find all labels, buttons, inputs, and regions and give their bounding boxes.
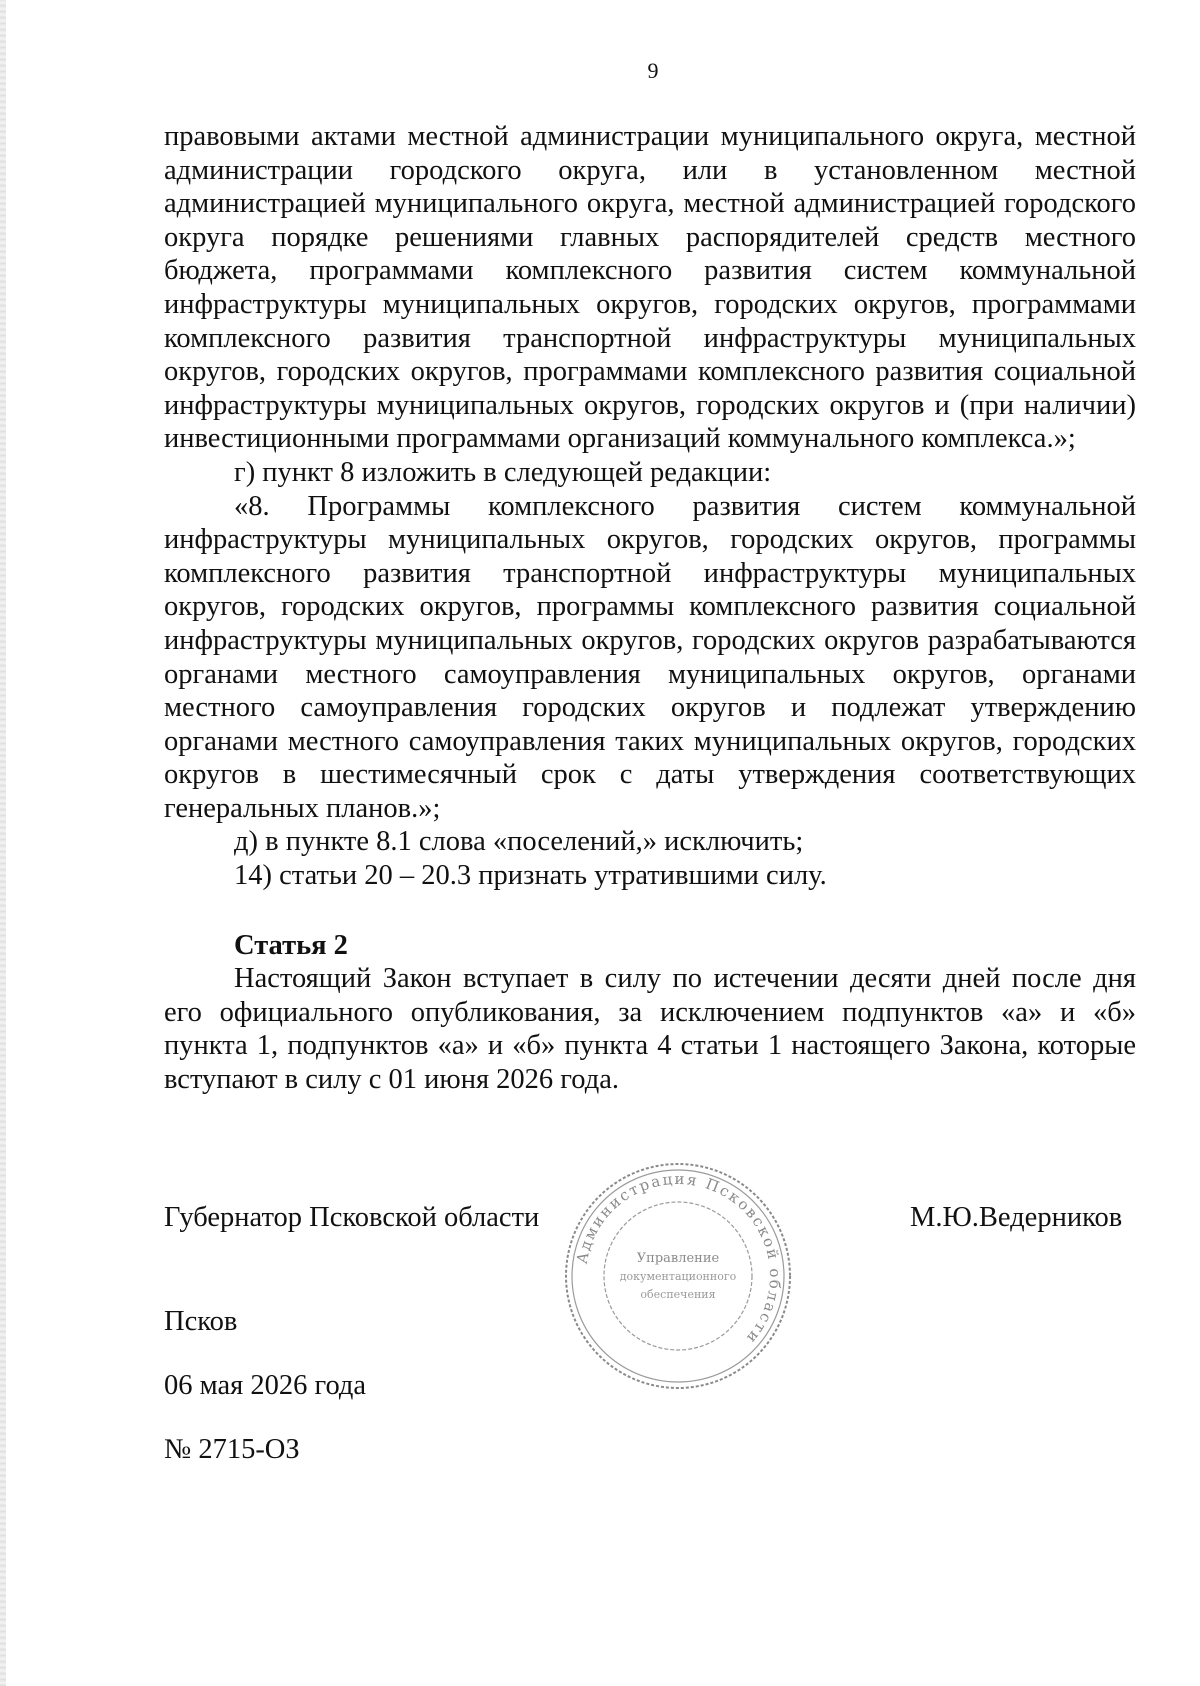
signing-city: Псков — [164, 1306, 238, 1337]
seal-inner-line-1: Управление — [636, 1251, 720, 1266]
paragraph-item-g: г) пункт 8 изложить в следующей редакции: — [234, 456, 772, 488]
signer-position: Губернатор Псковской области — [164, 1202, 540, 1233]
official-seal-stamp — [560, 1158, 796, 1394]
article-title: Статья 2 — [234, 929, 348, 961]
paragraph-item-d: д) в пункте 8.1 слова «поселений,» исключить; — [234, 826, 804, 858]
seal-outer-text: Администрация Псковской области — [572, 1169, 785, 1349]
seal-inner-line-2: документационного — [619, 1270, 737, 1283]
signing-date: 06 мая 2026 года — [164, 1370, 367, 1401]
page-number: 9 — [647, 58, 659, 83]
signer-name: М.Ю.Ведерников — [910, 1202, 1123, 1233]
paragraph-point-8: «8. Программы комплексного развития систем коммунальной инфраструктуры муниципальных округов, городских округов, программы комплексного развития транспортной инфраструктуры муниципальных округов, городских округов, программы комплексного развития социальной инфраструктуры муниципальных округов, городских округов разрабатываются органами местного самоуправления муниципальных округов, органами местного самоуправления городских округов и подлежат утверждению органами местного самоуправления таких муниципальных округов, городских округов в шестимесячный срок с даты утверждения соответствующих генеральных планов.»; — [164, 490, 1136, 824]
paragraph-continuation: правовыми актами местной администрации муниципального округа, местной администрации городского округа, или в установленном местной администрацией муниципального округа, местной администрацией городского округа порядке решениями главных распорядителей средств местного бюджета, программами комплексного развития систем коммунальной инфраструктуры муниципальных округов, городских округов, программами комплексного развития транспортной инфраструктуры муниципальных округов, городских округов, программами комплексного развития социальной инфраструктуры муниципальных округов, городских округов и (при наличии) инвестиционными программами организаций коммунального комплекса.»; — [164, 121, 1136, 455]
article-text: Настоящий Закон вступает в силу по истечении десяти дней после дня его официального опубликования, за исключением подпунктов «а» и «б» пункта 1, подпунктов «а» и «б» пункта 4 статьи 1 настоящего Закона, которые вступают в силу с 01 июня 2026 года. — [164, 963, 1136, 1096]
paragraph-item-14: 14) статьи 20 – 20.3 признать утратившими силу. — [234, 860, 827, 892]
law-number: № 2715-ОЗ — [164, 1434, 300, 1465]
seal-inner-line-3: обеспечения — [640, 1288, 716, 1301]
